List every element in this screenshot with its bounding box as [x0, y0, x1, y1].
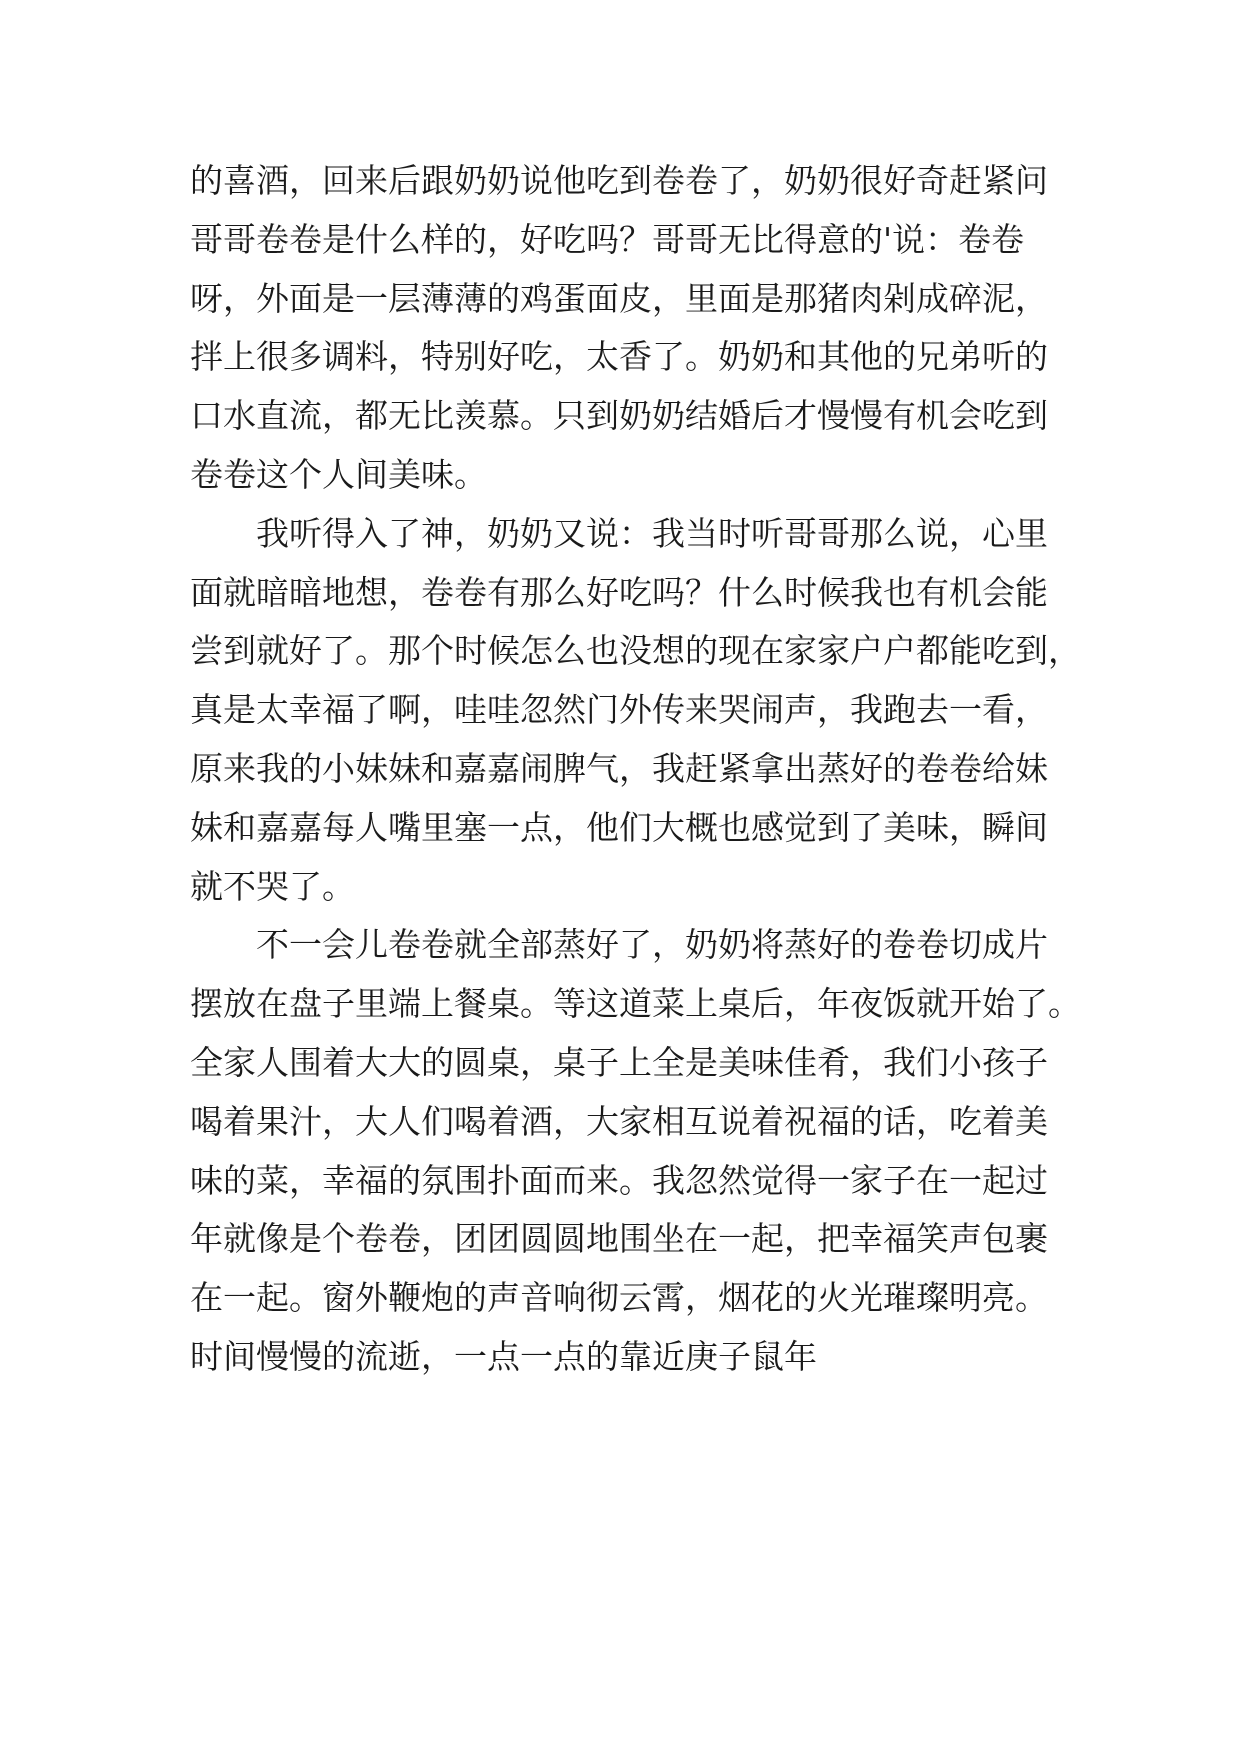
text-line: 全家人围着大大的圆桌，桌子上全是美味佳肴，我们小孩子	[190, 1042, 1048, 1082]
text-line: 喝着果汁，大人们喝着酒，大家相互说着祝福的话，吃着美	[190, 1101, 1048, 1141]
text-line: 年就像是个卷卷，团团圆圆地围坐在一起，把幸福笑声包裹	[190, 1219, 1048, 1259]
text-line: 哥哥卷卷是什么样的，好吃吗？哥哥无比得意的'说：卷卷	[190, 219, 1025, 259]
text-line: 味的菜，幸福的氛围扑面而来。我忽然觉得一家子在一起过	[190, 1160, 1048, 1200]
text-line: 尝到就好了。那个时候怎么也没想的现在家家户户都能吃到，	[190, 631, 1081, 671]
text-line: 的喜酒，回来后跟奶奶说他吃到卷卷了，奶奶很好奇赶紧问	[190, 161, 1048, 200]
text-line: 时间慢慢的流逝，一点一点的靠近庚子鼠年	[190, 1336, 817, 1376]
text-line: 妹和嘉嘉每人嘴里塞一点，他们大概也感觉到了美味，瞬间	[190, 807, 1048, 847]
text-line: 原来我的小妹妹和嘉嘉闹脾气，我赶紧拿出蒸好的卷卷给妹	[190, 748, 1048, 788]
text-line: 拌上很多调料，特别好吃，太香了。奶奶和其他的兄弟听的	[190, 337, 1048, 377]
paragraph-3	[190, 916, 1081, 1386]
text-line: 卷卷这个人间美味。	[190, 454, 487, 494]
text-line: 不一会儿卷卷就全部蒸好了，奶奶将蒸好的卷卷切成片	[256, 925, 1048, 965]
text-line: 我听得入了神，奶奶又说：我当时听哥哥那么说，心里	[256, 513, 1048, 553]
text-line: 就不哭了。	[190, 866, 355, 906]
text-line: 真是太幸福了啊，哇哇忽然门外传来哭闹声，我跑去一看，	[190, 690, 1048, 730]
text-line: 摆放在盘子里端上餐桌。等这道菜上桌后，年夜饭就开始了。	[190, 984, 1081, 1024]
paragraph-1	[190, 152, 1070, 505]
text-line: 呀，外面是一层薄薄的鸡蛋面皮，里面是那猪肉剁成碎泥，	[190, 278, 1048, 318]
text-line: 面就暗暗地想，卷卷有那么好吃吗？什么时候我也有机会能	[190, 572, 1048, 612]
body-text	[190, 152, 1081, 1387]
text-line: 在一起。窗外鞭炮的声音响彻云霄，烟花的火光璀璨明亮。	[190, 1278, 1048, 1318]
text-line: 口水直流，都无比羡慕。只到奶奶结婚后才慢慢有机会吃到	[190, 396, 1048, 436]
paragraph-2	[190, 505, 1081, 917]
